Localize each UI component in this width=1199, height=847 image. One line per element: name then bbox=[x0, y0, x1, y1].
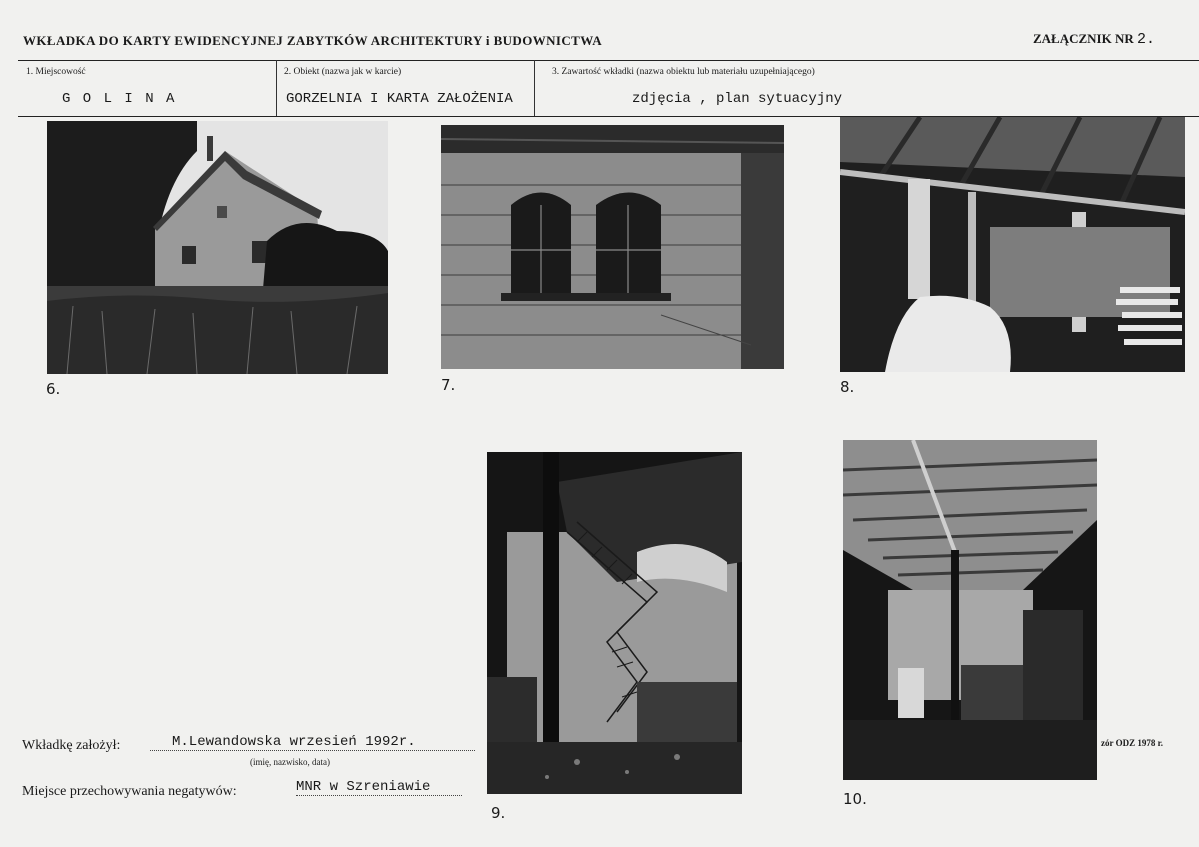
photo-6-house-exterior bbox=[47, 121, 388, 374]
photo-6-number: 6. bbox=[46, 380, 61, 398]
photo-7-number: 7. bbox=[441, 376, 456, 394]
storage-value: MNR w Szreniawie bbox=[296, 779, 462, 796]
founder-label: Wkładkę założył: bbox=[22, 738, 121, 753]
founder-value: M.Lewandowska wrzesień 1992r. bbox=[150, 734, 475, 751]
photo-9-number: 9. bbox=[491, 804, 506, 822]
field-divider-2 bbox=[534, 60, 535, 116]
photo-7-brick-windows bbox=[441, 125, 784, 369]
founder-hint: (imię, nazwisko, data) bbox=[250, 757, 330, 767]
photo-8-interior-beams bbox=[840, 117, 1185, 372]
photo-10-large-interior bbox=[843, 440, 1097, 780]
annex-label-text: ZAŁĄCZNIK NR bbox=[1032, 31, 1134, 46]
contents-label: 3. Zawartość wkładki (nazwa obiektu lub materiału uzupełniającego) bbox=[552, 67, 815, 77]
photo-10-number: 10. bbox=[843, 790, 867, 808]
header-rule-top bbox=[18, 60, 1199, 61]
storage-label: Miejsce przechowywania negatywów: bbox=[22, 784, 237, 799]
object-value: GORZELNIA I KARTA ZAŁOŻENIA bbox=[286, 91, 513, 107]
contents-value: zdjęcia , plan sytuacyjny bbox=[632, 91, 843, 107]
photo-8-number: 8. bbox=[840, 378, 855, 396]
annex-number: 2. bbox=[1136, 31, 1155, 48]
object-label: 2. Obiekt (nazwa jak w karcie) bbox=[284, 67, 402, 77]
pattern-text: zór ODZ 1978 r. bbox=[1101, 738, 1163, 748]
document-title: WKŁADKA DO KARTY EWIDENCYJNEJ ZABYTKÓW ARCHITEKTURY i BUDOWNICTWA bbox=[23, 33, 602, 48]
annex-label bbox=[1033, 31, 1155, 48]
field-divider-1 bbox=[276, 60, 277, 116]
photo-9-spiral-staircase bbox=[487, 452, 742, 794]
locality-value: G O L I N A bbox=[62, 91, 177, 107]
locality-label: 1. Miejscowość bbox=[26, 67, 86, 77]
